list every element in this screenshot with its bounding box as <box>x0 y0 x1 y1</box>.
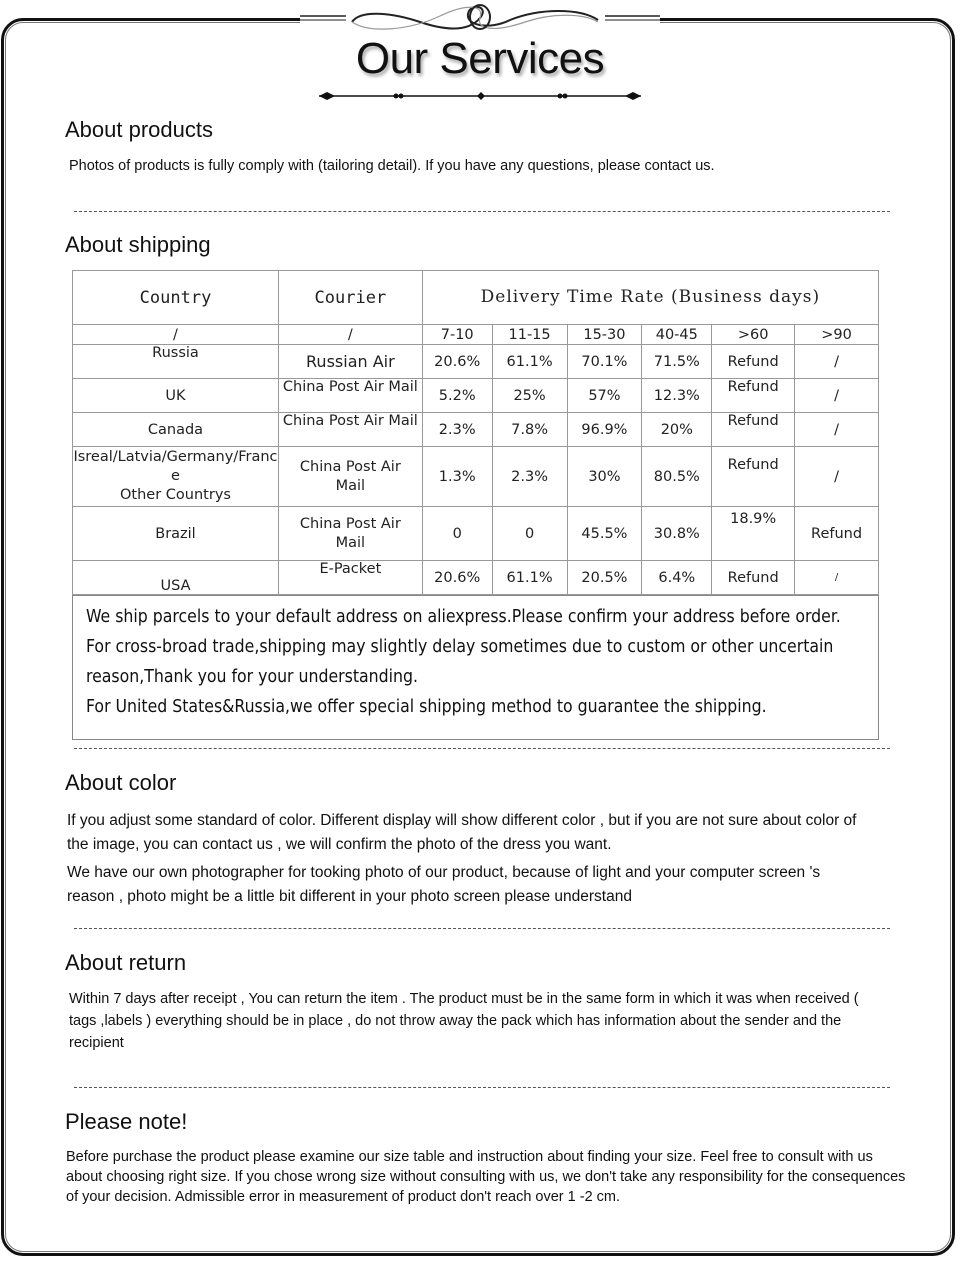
rate-cell: 6.4% <box>642 561 712 595</box>
courier-cell: Russian Air <box>278 345 422 379</box>
country-cell: USA <box>73 561 279 595</box>
rate-cell: 12.3% <box>642 379 712 413</box>
table-subheader-row <box>73 325 879 345</box>
section-title-note: Please note! <box>65 1109 188 1134</box>
header-delivery-rate-text: Delivery Time Rate (Business days) <box>480 287 821 307</box>
rate-cell: Refund <box>795 507 879 561</box>
rate-cell: Refund <box>712 447 795 507</box>
rate-cell: 7.8% <box>492 413 567 447</box>
rate-cell: Refund <box>712 379 795 413</box>
country-cell: UK <box>73 379 279 413</box>
rate-cell: 20.6% <box>422 345 492 379</box>
table-header-row <box>73 271 879 325</box>
country-line: e <box>171 468 180 484</box>
subheader-cell: 11-15 <box>492 325 567 345</box>
divider <box>74 748 890 749</box>
divider <box>74 211 890 212</box>
header-country: Country <box>73 271 279 325</box>
shipping-note: We ship parcels to your default address on aliexpress.Please confirm your address before order. <box>86 607 841 627</box>
table-row <box>73 413 879 447</box>
subheader-cell: >90 <box>795 325 879 345</box>
table-row <box>73 379 879 413</box>
rate-cell: 20.5% <box>567 561 642 595</box>
header-banner <box>300 0 660 110</box>
divider <box>74 1087 890 1088</box>
rate-cell: / <box>795 413 879 447</box>
table-row <box>73 345 879 379</box>
country-cell <box>73 447 279 507</box>
rate-cell: 57% <box>567 379 642 413</box>
rate-cell: / <box>795 345 879 379</box>
rate-cell: 30.8% <box>642 507 712 561</box>
courier-cell: E-Packet <box>278 561 422 595</box>
country-cell: Canada <box>73 413 279 447</box>
header-courier: Courier <box>278 271 422 325</box>
rate-cell: Refund <box>712 413 795 447</box>
rate-cell: 0 <box>422 507 492 561</box>
rate-cell: 71.5% <box>642 345 712 379</box>
section-title-shipping: About shipping <box>65 232 211 257</box>
rate-cell: 5.2% <box>422 379 492 413</box>
courier-cell: China Post Air Mail <box>278 379 422 413</box>
subheader-cell: / <box>73 325 279 345</box>
subheader-cell: 7-10 <box>422 325 492 345</box>
rate-cell: 2.3% <box>492 447 567 507</box>
rate-cell: 70.1% <box>567 345 642 379</box>
rate-cell: 20.6% <box>422 561 492 595</box>
subheader-cell: 40-45 <box>642 325 712 345</box>
shipping-note: For cross-broad trade,shipping may slightly delay sometimes due to custom or other uncertain <box>86 637 834 657</box>
table-row <box>73 447 879 507</box>
rate-cell: 61.1% <box>492 345 567 379</box>
header-delivery-rate <box>422 271 878 325</box>
rate-cell: 1.3% <box>422 447 492 507</box>
rate-cell: 25% <box>492 379 567 413</box>
note-text: Before purchase the product please examine our size table and instruction about finding your size. Feel free to consult with us about choosing right size. If you chose wrong size without consulting with us, we don't take any responsibility for the consequences of your decision. Admissible error in measurement of product don't reach over 1 -2 cm. <box>66 1149 906 1205</box>
page-title: Our Services <box>355 34 605 83</box>
country-line: Isreal/Latvia/Germany/Franc <box>73 449 278 465</box>
country-cell: Russia <box>73 345 279 379</box>
rate-cell: 96.9% <box>567 413 642 447</box>
shipping-table <box>72 270 879 595</box>
table-row <box>73 561 879 595</box>
shipping-note: reason,Thank you for your understanding. <box>86 667 418 687</box>
rate-cell: 18.9% <box>712 507 795 561</box>
shipping-notes <box>72 595 879 740</box>
rate-cell: 20% <box>642 413 712 447</box>
divider <box>74 928 890 929</box>
subheader-cell: 15-30 <box>567 325 642 345</box>
courier-cell: China Post Air Mail <box>278 413 422 447</box>
rate-cell: / <box>795 561 879 595</box>
rate-cell: 61.1% <box>492 561 567 595</box>
rate-cell: / <box>795 379 879 413</box>
diamond-rule-icon <box>315 88 645 104</box>
subheader-cell: / <box>278 325 422 345</box>
section-title-color: About color <box>65 770 177 795</box>
country-cell: Brazil <box>73 507 279 561</box>
shipping-note: For United States&Russia,we offer special shipping method to guarantee the shipping. <box>86 697 767 717</box>
country-line: Other Countrys <box>120 487 231 503</box>
return-text: Within 7 days after receipt , You can return the item . The product must be in the same form in which it was when received ( tags ,labels ) everything should be in place , do not throw away the pack which has information about the sender and the recipient <box>69 991 859 1051</box>
rate-cell: 0 <box>492 507 567 561</box>
color-text-2: We have our own photographer for tooking photo of our product, because of light and your computer screen 's reason , photo might be a little bit different in your photo screen please understand <box>67 864 821 905</box>
rate-cell: 2.3% <box>422 413 492 447</box>
rate-cell: 80.5% <box>642 447 712 507</box>
rate-cell: 30% <box>567 447 642 507</box>
section-title-products: About products <box>65 117 213 142</box>
color-text-1: If you adjust some standard of color. Different display will show different color , but if you are not sure about color of the image, you can contact us , we will confirm the photo of the dress you want. <box>67 812 857 853</box>
products-text: Photos of products is fully comply with (tailoring detail). If you have any questions, please contact us. <box>69 158 715 174</box>
table-row <box>73 507 879 561</box>
rate-cell: / <box>795 447 879 507</box>
courier-cell: China Post Air Mail <box>299 458 401 494</box>
subheader-cell: >60 <box>712 325 795 345</box>
courier-cell: China Post Air Mail <box>299 515 401 551</box>
section-title-return: About return <box>65 950 187 975</box>
rate-cell: 45.5% <box>567 507 642 561</box>
rate-cell: Refund <box>712 345 795 379</box>
rate-cell: Refund <box>712 561 795 595</box>
